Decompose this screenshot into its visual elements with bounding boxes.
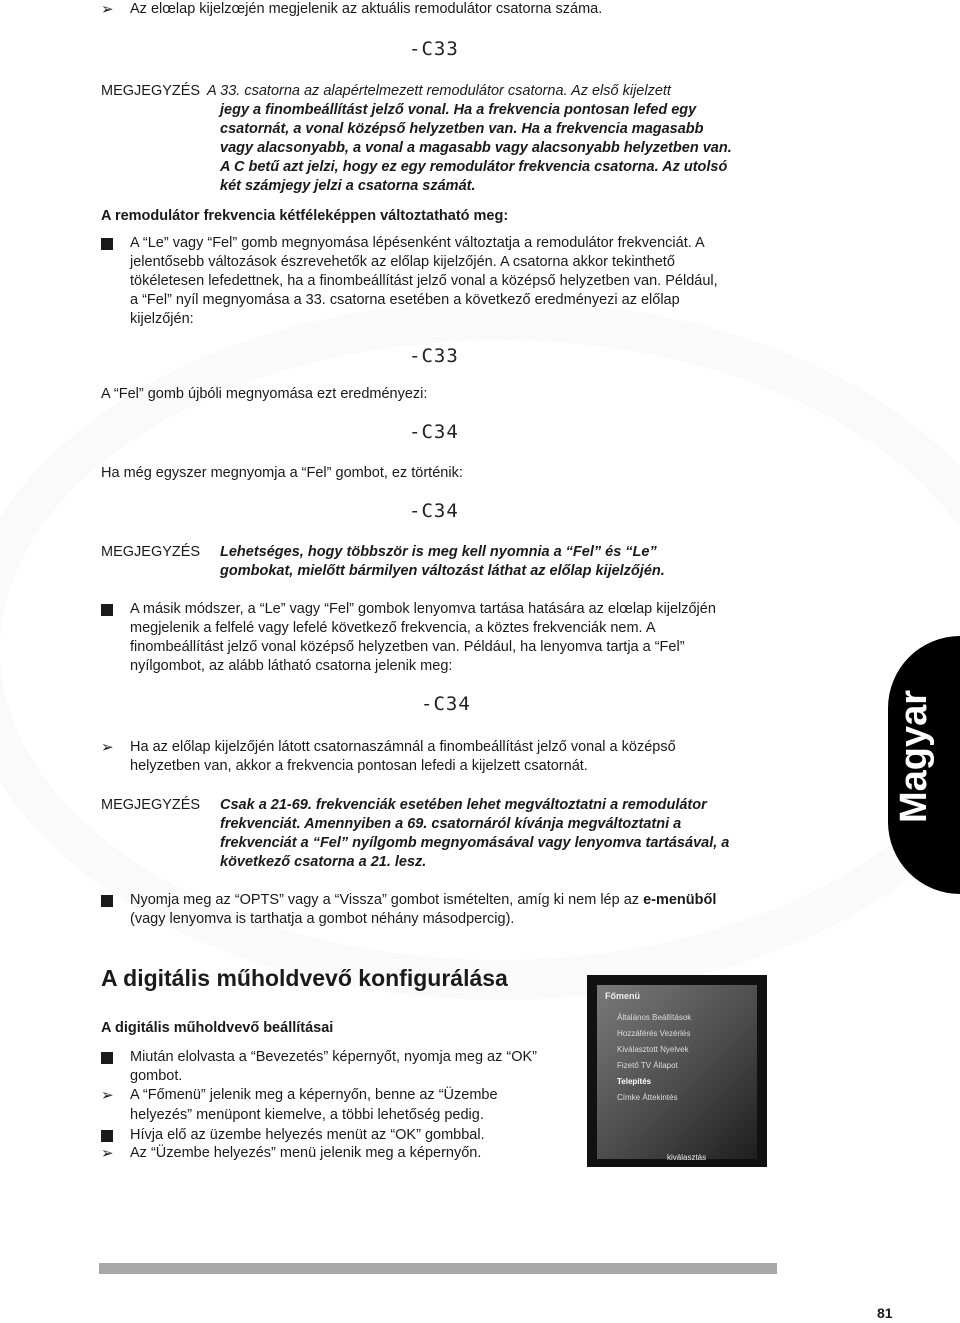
paragraph-line: A másik módszer, a “Le” vagy “Fel” gombok lenyomva tartása hatására az elœlap kijelzőjén [130, 601, 716, 617]
menu-item: Általános Beállítások [617, 1013, 692, 1022]
front-panel-display: -C34 [421, 693, 471, 715]
note-line: következő csatorna a 21. lesz. [220, 854, 427, 870]
paragraph [130, 891, 716, 929]
emenu-emphasis: e-menüből [643, 892, 717, 908]
menu-item: Címke Áttekintés [617, 1093, 678, 1102]
menu-screen [597, 985, 757, 1159]
paragraph [130, 234, 718, 329]
note-line: vagy alacsonyabb, a vonal a magasabb vagy alacsonyabb helyzetben van. [220, 140, 732, 156]
menu-item: Fizető TV Állapot [617, 1061, 678, 1070]
note-line: A C betű azt jelzi, hogy ez egy remodulátor frekvencia csatorna. Az utolsó [220, 159, 728, 175]
change-heading: A remodulátor frekvencia kétféleképpen változtatható meg: [101, 208, 509, 224]
note-line: Lehetséges, hogy többször is meg kell nyomnia a “Fel” és “Le” [220, 544, 657, 560]
paragraph: Ha még egyszer megnyomja a “Fel” gombot, ez történik: [101, 465, 463, 481]
note-line: frekvenciát. Amennyiben a 69. csatornáról kívánja megváltoztatni a [220, 816, 682, 832]
paragraph-line [130, 891, 716, 910]
arrow-bullet-icon: ➢ [101, 1087, 114, 1104]
note-line: csatornát, a vonal középső helyzetben van. Ha a frekvencia magasabb [220, 121, 704, 137]
note-text [220, 101, 732, 196]
step-text: Miután elolvasta a “Bevezetés” képernyőt, nyomja meg az “OK” [130, 1049, 537, 1065]
section-title: A digitális műholdvevő konfigurálása [101, 965, 508, 991]
note-label: MEGJEGYZÉS [101, 544, 201, 560]
paragraph-text: Nyomja meg az “OPTS” vagy a “Vissza” gombot ismételten, amíg ki nem lép az [130, 892, 644, 908]
step-text: Az “Üzembe helyezés” menü jelenik meg a képernyőn. [130, 1145, 482, 1161]
menu-item: Kiválasztott Nyelvek [617, 1045, 689, 1054]
note-line: jegy a finombeállítást jelző vonal. Ha a frekvencia pontosan lefed egy [220, 102, 697, 118]
paragraph-line: A “Le” vagy “Fel” gomb megnyomása lépésenként változtatja a remodulátor frekvenciát. A [130, 235, 705, 251]
menu-item-selected: Telepítés [617, 1077, 652, 1086]
front-panel-display: -C33 [409, 38, 459, 60]
square-bullet-icon [101, 1052, 113, 1064]
page-number: 81 [877, 1305, 893, 1321]
note-line: frekvenciát a “Fel” nyílgomb megnyomásával vagy lenyomva tartásával, a [220, 835, 730, 851]
menu-title: Főmenü [605, 991, 640, 1001]
front-panel-display: -C34 [409, 421, 459, 443]
square-bullet-icon [101, 238, 113, 250]
note-line: két számjegy jelzi a csatorna számát. [220, 178, 476, 194]
paragraph-line: a “Fel” nyíl megnyomása a 33. csatorna esetében a következő eredményezi az előlap [130, 292, 680, 308]
paragraph-line: finombeállítást jelző vonal középső helyzetben van. Például, ha lenyomva tartja a “Fel” [130, 639, 685, 655]
footer-bar [99, 1263, 777, 1274]
menu-screenshot [587, 975, 767, 1167]
square-bullet-icon [101, 1130, 113, 1142]
front-panel-display: -C34 [409, 500, 459, 522]
note-text [220, 543, 665, 581]
paragraph [130, 600, 716, 676]
note-label: MEGJEGYZÉS [101, 797, 201, 813]
paragraph-line: jelentősebb változások észrevehetők az előlap kijelzőjén. A csatorna akkor tekinthető [130, 254, 675, 270]
note-line: A 33. csatorna az alapértelmezett remodulátor csatorna. Az első kijelzett [207, 83, 671, 99]
step-text: gombot. [130, 1068, 183, 1084]
note-text [207, 82, 671, 101]
subsection-title: A digitális műholdvevő beállításai [101, 1020, 334, 1036]
select-button-label: kiválasztás [667, 1153, 707, 1162]
step-text: helyezés” menüpont kiemelve, a többi lehetőség pedig. [130, 1107, 484, 1123]
menu-item: Hozzáférés Vezérlés [617, 1029, 691, 1038]
paragraph-line: tökéletesen lefedettnek, ha a finombeállítást jelző vonal a középső helyzetben van. Például, [130, 273, 718, 289]
top-bullet-text: Az elœlap kijelzœjén megjelenik az aktuális remodulátor csatorna száma. [130, 1, 603, 17]
note-text [220, 796, 729, 872]
step-text: A “Főmenü” jelenik meg a képernyőn, benne az “Üzembe [130, 1087, 498, 1103]
paragraph-line: Ha az előlap kijelzőjén látott csatornaszámnál a finombeállítást jelző vonal a középső [130, 739, 676, 755]
language-tab-label: Magyar [893, 689, 935, 823]
square-bullet-icon [101, 895, 113, 907]
note-label: MEGJEGYZÉS [101, 83, 201, 99]
paragraph [130, 738, 676, 776]
step-text: Hívja elő az üzembe helyezés menüt az “OK” gombbal. [130, 1127, 485, 1143]
paragraph-line: (vagy lenyomva is tarthatja a gombot néhány másodpercig). [130, 911, 515, 927]
paragraph: A “Fel” gomb újbóli megnyomása ezt eredményezi: [101, 386, 428, 402]
arrow-bullet-icon: ➢ [101, 1145, 114, 1162]
note-line: gombokat, mielőtt bármilyen változást láthat az előlap kijelzőjén. [220, 563, 665, 579]
arrow-bullet-icon: ➢ [101, 1, 114, 18]
front-panel-display: -C33 [409, 345, 459, 367]
paragraph-line: nyílgombot, az alább látható csatorna jelenik meg: [130, 658, 453, 674]
paragraph-line: helyzetben van, akkor a frekvencia pontosan lefedi a kijelzett csatornát. [130, 758, 588, 774]
arrow-bullet-icon: ➢ [101, 739, 114, 756]
note-line: Csak a 21-69. frekvenciák esetében lehet megváltoztatni a remodulátor [220, 797, 707, 813]
paragraph-line: kijelzőjén: [130, 311, 194, 327]
square-bullet-icon [101, 604, 113, 616]
paragraph-line: megjelenik a felfelé vagy lefelé következő frekvencia, a köztes frekvenciák nem. A [130, 620, 656, 636]
